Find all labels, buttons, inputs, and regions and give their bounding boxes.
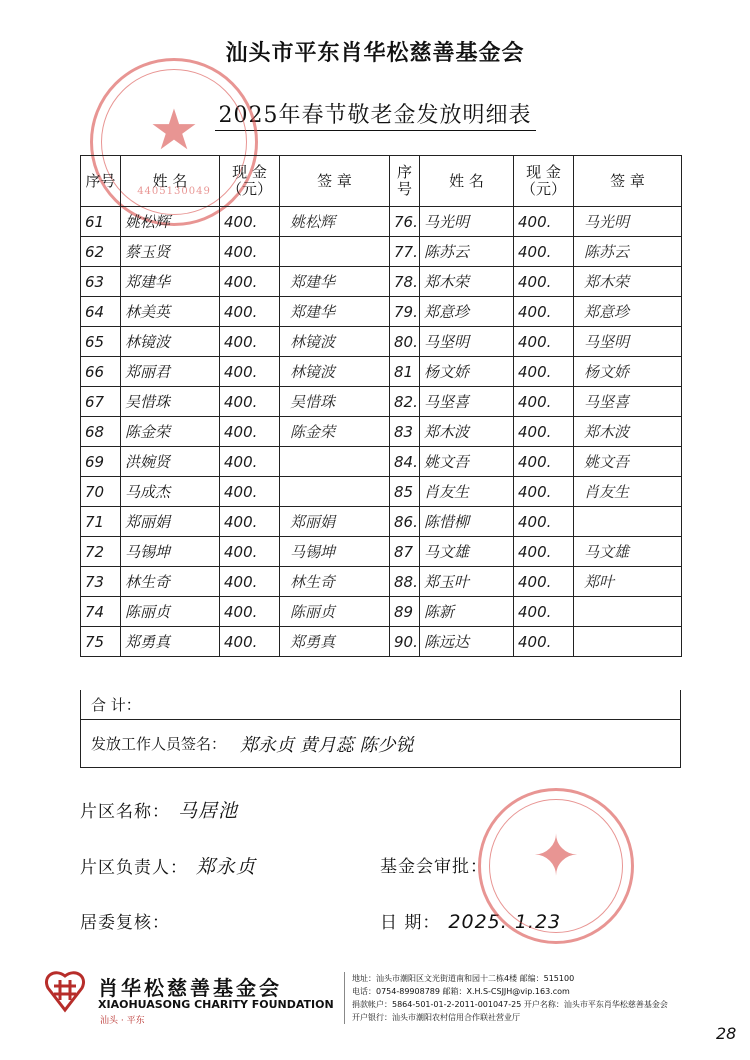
cell-no2: 80. (390, 327, 420, 357)
table-row (81, 237, 682, 267)
cell-sig1: 郑建华 (280, 267, 390, 297)
cell-name2: 陈苏云 (420, 237, 514, 267)
header-name-2: 姓 名 (420, 156, 514, 207)
cell-amt2: 400. (514, 537, 574, 567)
cell-name2: 郑木荣 (420, 267, 514, 297)
cell-name1: 陈丽贞 (121, 597, 220, 627)
document-title-text: 2025年春节敬老金发放明细表 (215, 103, 536, 131)
cell-no1: 71 (81, 507, 121, 537)
table-row (81, 507, 682, 537)
seal-emblem-icon: ✦ (532, 824, 580, 889)
cell-no2: 77. (390, 237, 420, 267)
cell-no1: 64 (81, 297, 121, 327)
cell-amt2: 400. (514, 237, 574, 267)
cell-no1: 67 (81, 387, 121, 417)
cell-no1: 70 (81, 477, 121, 507)
cell-amt1: 400. (220, 387, 280, 417)
org-title: 汕头市平东肖华松慈善基金会 (225, 40, 525, 66)
cell-sig1: 陈丽贞 (280, 597, 390, 627)
cell-sig2: 郑木波 (574, 417, 682, 447)
cell-sig1: 姚松辉 (280, 207, 390, 237)
cell-sig1: 郑建华 (280, 297, 390, 327)
cell-name2: 陈新 (420, 597, 514, 627)
cell-no1: 63 (81, 267, 121, 297)
cell-name1: 林生奇 (121, 567, 220, 597)
cell-name2: 肖友生 (420, 477, 514, 507)
cell-name1: 郑勇真 (121, 627, 220, 657)
cell-no2: 87 (390, 537, 420, 567)
contact-info (352, 972, 668, 1024)
cell-no1: 62 (81, 237, 121, 267)
cell-name2: 陈远达 (420, 627, 514, 657)
cell-name2: 马光明 (420, 207, 514, 237)
cell-sig2 (574, 597, 682, 627)
header-no: 序号 (81, 156, 121, 207)
committee-review-field (80, 908, 170, 933)
area-name-label: 片区名称： (80, 802, 170, 822)
header-cash-2: 现 金（元） (514, 156, 574, 207)
table-row (81, 537, 682, 567)
cell-sig2 (574, 627, 682, 657)
cell-name1: 郑丽君 (121, 357, 220, 387)
cell-sig1: 林镜波 (280, 327, 390, 357)
cell-sig1 (280, 477, 390, 507)
table-row (81, 297, 682, 327)
cell-sig2: 郑叶 (574, 567, 682, 597)
cell-amt2: 400. (514, 417, 574, 447)
cell-amt2: 400. (514, 267, 574, 297)
cell-sig2: 陈苏云 (574, 237, 682, 267)
cell-name1: 林镜波 (121, 327, 220, 357)
cell-name2: 杨文娇 (420, 357, 514, 387)
cell-sig1: 郑勇真 (280, 627, 390, 657)
date-value: 2025. 1.23 (448, 911, 562, 933)
cell-sig1 (280, 237, 390, 267)
cell-name1: 陈金荣 (121, 417, 220, 447)
cell-amt2: 400. (514, 387, 574, 417)
area-leader-label: 片区负责人： (80, 858, 188, 878)
area-leader-field (80, 852, 256, 879)
cell-sig2: 郑意珍 (574, 297, 682, 327)
cell-no2: 89 (390, 597, 420, 627)
cell-amt2: 400. (514, 477, 574, 507)
logo-city: 汕头 · 平东 (100, 1016, 145, 1026)
cell-amt1: 400. (220, 267, 280, 297)
cell-name2: 郑意珍 (420, 297, 514, 327)
table-row (81, 387, 682, 417)
cell-sig2: 马坚明 (574, 327, 682, 357)
cell-amt1: 400. (220, 507, 280, 537)
cell-name1: 郑丽娟 (121, 507, 220, 537)
header-name: 姓 名 (121, 156, 220, 207)
cell-amt2: 400. (514, 357, 574, 387)
cell-no1: 74 (81, 597, 121, 627)
cell-name1: 洪婉贤 (121, 447, 220, 477)
area-leader-value: 郑永贞 (196, 856, 257, 878)
cell-amt1: 400. (220, 477, 280, 507)
cell-no1: 61 (81, 207, 121, 237)
cell-name2: 郑玉叶 (420, 567, 514, 597)
table-row (81, 567, 682, 597)
cell-sig2: 杨文娇 (574, 357, 682, 387)
cell-amt2: 400. (514, 627, 574, 657)
staff-signature-row (80, 720, 681, 768)
cell-name1: 郑建华 (121, 267, 220, 297)
official-seal-bottom (478, 788, 634, 944)
footer-divider (344, 972, 345, 1024)
cell-no1: 68 (81, 417, 121, 447)
header-cash: 现 金（元） (220, 156, 280, 207)
table-row (81, 357, 682, 387)
cell-name2: 陈惜柳 (420, 507, 514, 537)
cell-no2: 81 (390, 357, 420, 387)
cell-sig1: 林镜波 (280, 357, 390, 387)
table-row (81, 597, 682, 627)
foundation-approval-field (380, 852, 488, 877)
area-name-value: 马居池 (178, 800, 239, 822)
cell-no2: 88. (390, 567, 420, 597)
cell-no2: 86. (390, 507, 420, 537)
cell-sig2: 马光明 (574, 207, 682, 237)
cell-name1: 林美英 (121, 297, 220, 327)
area-name-field (80, 796, 238, 823)
cell-amt1: 400. (220, 207, 280, 237)
cell-no2: 78. (390, 267, 420, 297)
table-row (81, 627, 682, 657)
cell-sig1: 陈金荣 (280, 417, 390, 447)
cell-no2: 76. (390, 207, 420, 237)
cell-no1: 69 (81, 447, 121, 477)
cell-sig2: 肖友生 (574, 477, 682, 507)
table-row (81, 207, 682, 237)
cell-amt2: 400. (514, 507, 574, 537)
date-label: 日 期： (380, 913, 441, 933)
cell-amt2: 400. (514, 297, 574, 327)
logo-name: 肖华松慈善基金会 (98, 976, 282, 1000)
logo-english-name: XIAOHUASONG CHARITY FOUNDATION (98, 998, 334, 1011)
cell-amt1: 400. (220, 567, 280, 597)
staff-label: 发放工作人员签名： (91, 735, 227, 753)
foundation-knot-icon (40, 968, 90, 1018)
cell-sig2: 姚文吾 (574, 447, 682, 477)
cell-amt2: 400. (514, 207, 574, 237)
cell-sig1: 马锡坤 (280, 537, 390, 567)
cell-sig2 (574, 507, 682, 537)
cell-no2: 79. (390, 297, 420, 327)
cell-amt1: 400. (220, 357, 280, 387)
table-row (81, 477, 682, 507)
cell-amt1: 400. (220, 447, 280, 477)
cell-amt2: 400. (514, 597, 574, 627)
cell-sig2: 郑木荣 (574, 267, 682, 297)
cell-no1: 75 (81, 627, 121, 657)
total-row (80, 690, 681, 720)
cell-name1: 吴惜珠 (121, 387, 220, 417)
cell-amt1: 400. (220, 327, 280, 357)
staff-signatures: 郑永贞 黄月蕊 陈少锐 (240, 734, 414, 756)
contact-account: 捐款帐户：5864-501-01-2-2011-001047-25 开户名称：汕头市平东肖华松慈善基金会 (352, 1000, 668, 1009)
committee-review-label: 居委复核： (80, 913, 170, 933)
cell-no2: 84. (390, 447, 420, 477)
cell-name2: 郑木波 (420, 417, 514, 447)
cell-name2: 马文雄 (420, 537, 514, 567)
table-row (81, 417, 682, 447)
header-sign-2: 签 章 (574, 156, 682, 207)
header-sign: 签 章 (280, 156, 390, 207)
cell-no1: 65 (81, 327, 121, 357)
cell-name1: 马锡坤 (121, 537, 220, 567)
cell-name2: 姚文吾 (420, 447, 514, 477)
cell-name2: 马坚明 (420, 327, 514, 357)
contact-phone: 电话：0754-89908789 邮箱：X.H.S-CSJJH@vip.163.com (352, 987, 570, 996)
cell-no2: 85 (390, 477, 420, 507)
total-label: 合 计： (91, 696, 141, 714)
seal-star-icon: ★ (148, 98, 200, 163)
cell-sig1: 吴惜珠 (280, 387, 390, 417)
cell-name1: 马成杰 (121, 477, 220, 507)
cell-no1: 73 (81, 567, 121, 597)
cell-name1: 蔡玉贤 (121, 237, 220, 267)
table-row (81, 267, 682, 297)
cell-amt2: 400. (514, 567, 574, 597)
cell-sig2: 马坚喜 (574, 387, 682, 417)
cell-name2: 马坚喜 (420, 387, 514, 417)
cell-amt1: 400. (220, 537, 280, 567)
cell-amt2: 400. (514, 327, 574, 357)
cell-sig1: 郑丽娟 (280, 507, 390, 537)
header-no-2: 序号 (390, 156, 420, 207)
foundation-approval-label: 基金会审批： (380, 857, 488, 877)
cell-sig2: 马文雄 (574, 537, 682, 567)
cell-no1: 66 (81, 357, 121, 387)
cell-no2: 90. (390, 627, 420, 657)
table-row (81, 447, 682, 477)
contact-bank: 开户银行：汕头市潮阳农村信用合作联社营业厅 (352, 1013, 520, 1022)
cell-amt1: 400. (220, 237, 280, 267)
cell-amt1: 400. (220, 597, 280, 627)
cell-sig1: 林生奇 (280, 567, 390, 597)
contact-address: 地址：汕头市潮阳区文光街道南和园十二栋4楼 邮编：515100 (352, 974, 575, 983)
seal-number: 4405130049 (137, 186, 211, 197)
cell-name1: 姚松辉 (121, 207, 220, 237)
cell-no1: 72 (81, 537, 121, 567)
cell-amt2: 400. (514, 447, 574, 477)
cell-amt1: 400. (220, 417, 280, 447)
cell-amt1: 400. (220, 627, 280, 657)
foundation-logo (40, 968, 340, 1024)
cell-no2: 83 (390, 417, 420, 447)
cell-no2: 82. (390, 387, 420, 417)
cell-amt1: 400. (220, 297, 280, 327)
cell-sig1 (280, 447, 390, 477)
table-header-row (81, 156, 682, 207)
page-number: 28 (716, 1024, 737, 1043)
table-row (81, 327, 682, 357)
allowance-table (80, 155, 682, 657)
